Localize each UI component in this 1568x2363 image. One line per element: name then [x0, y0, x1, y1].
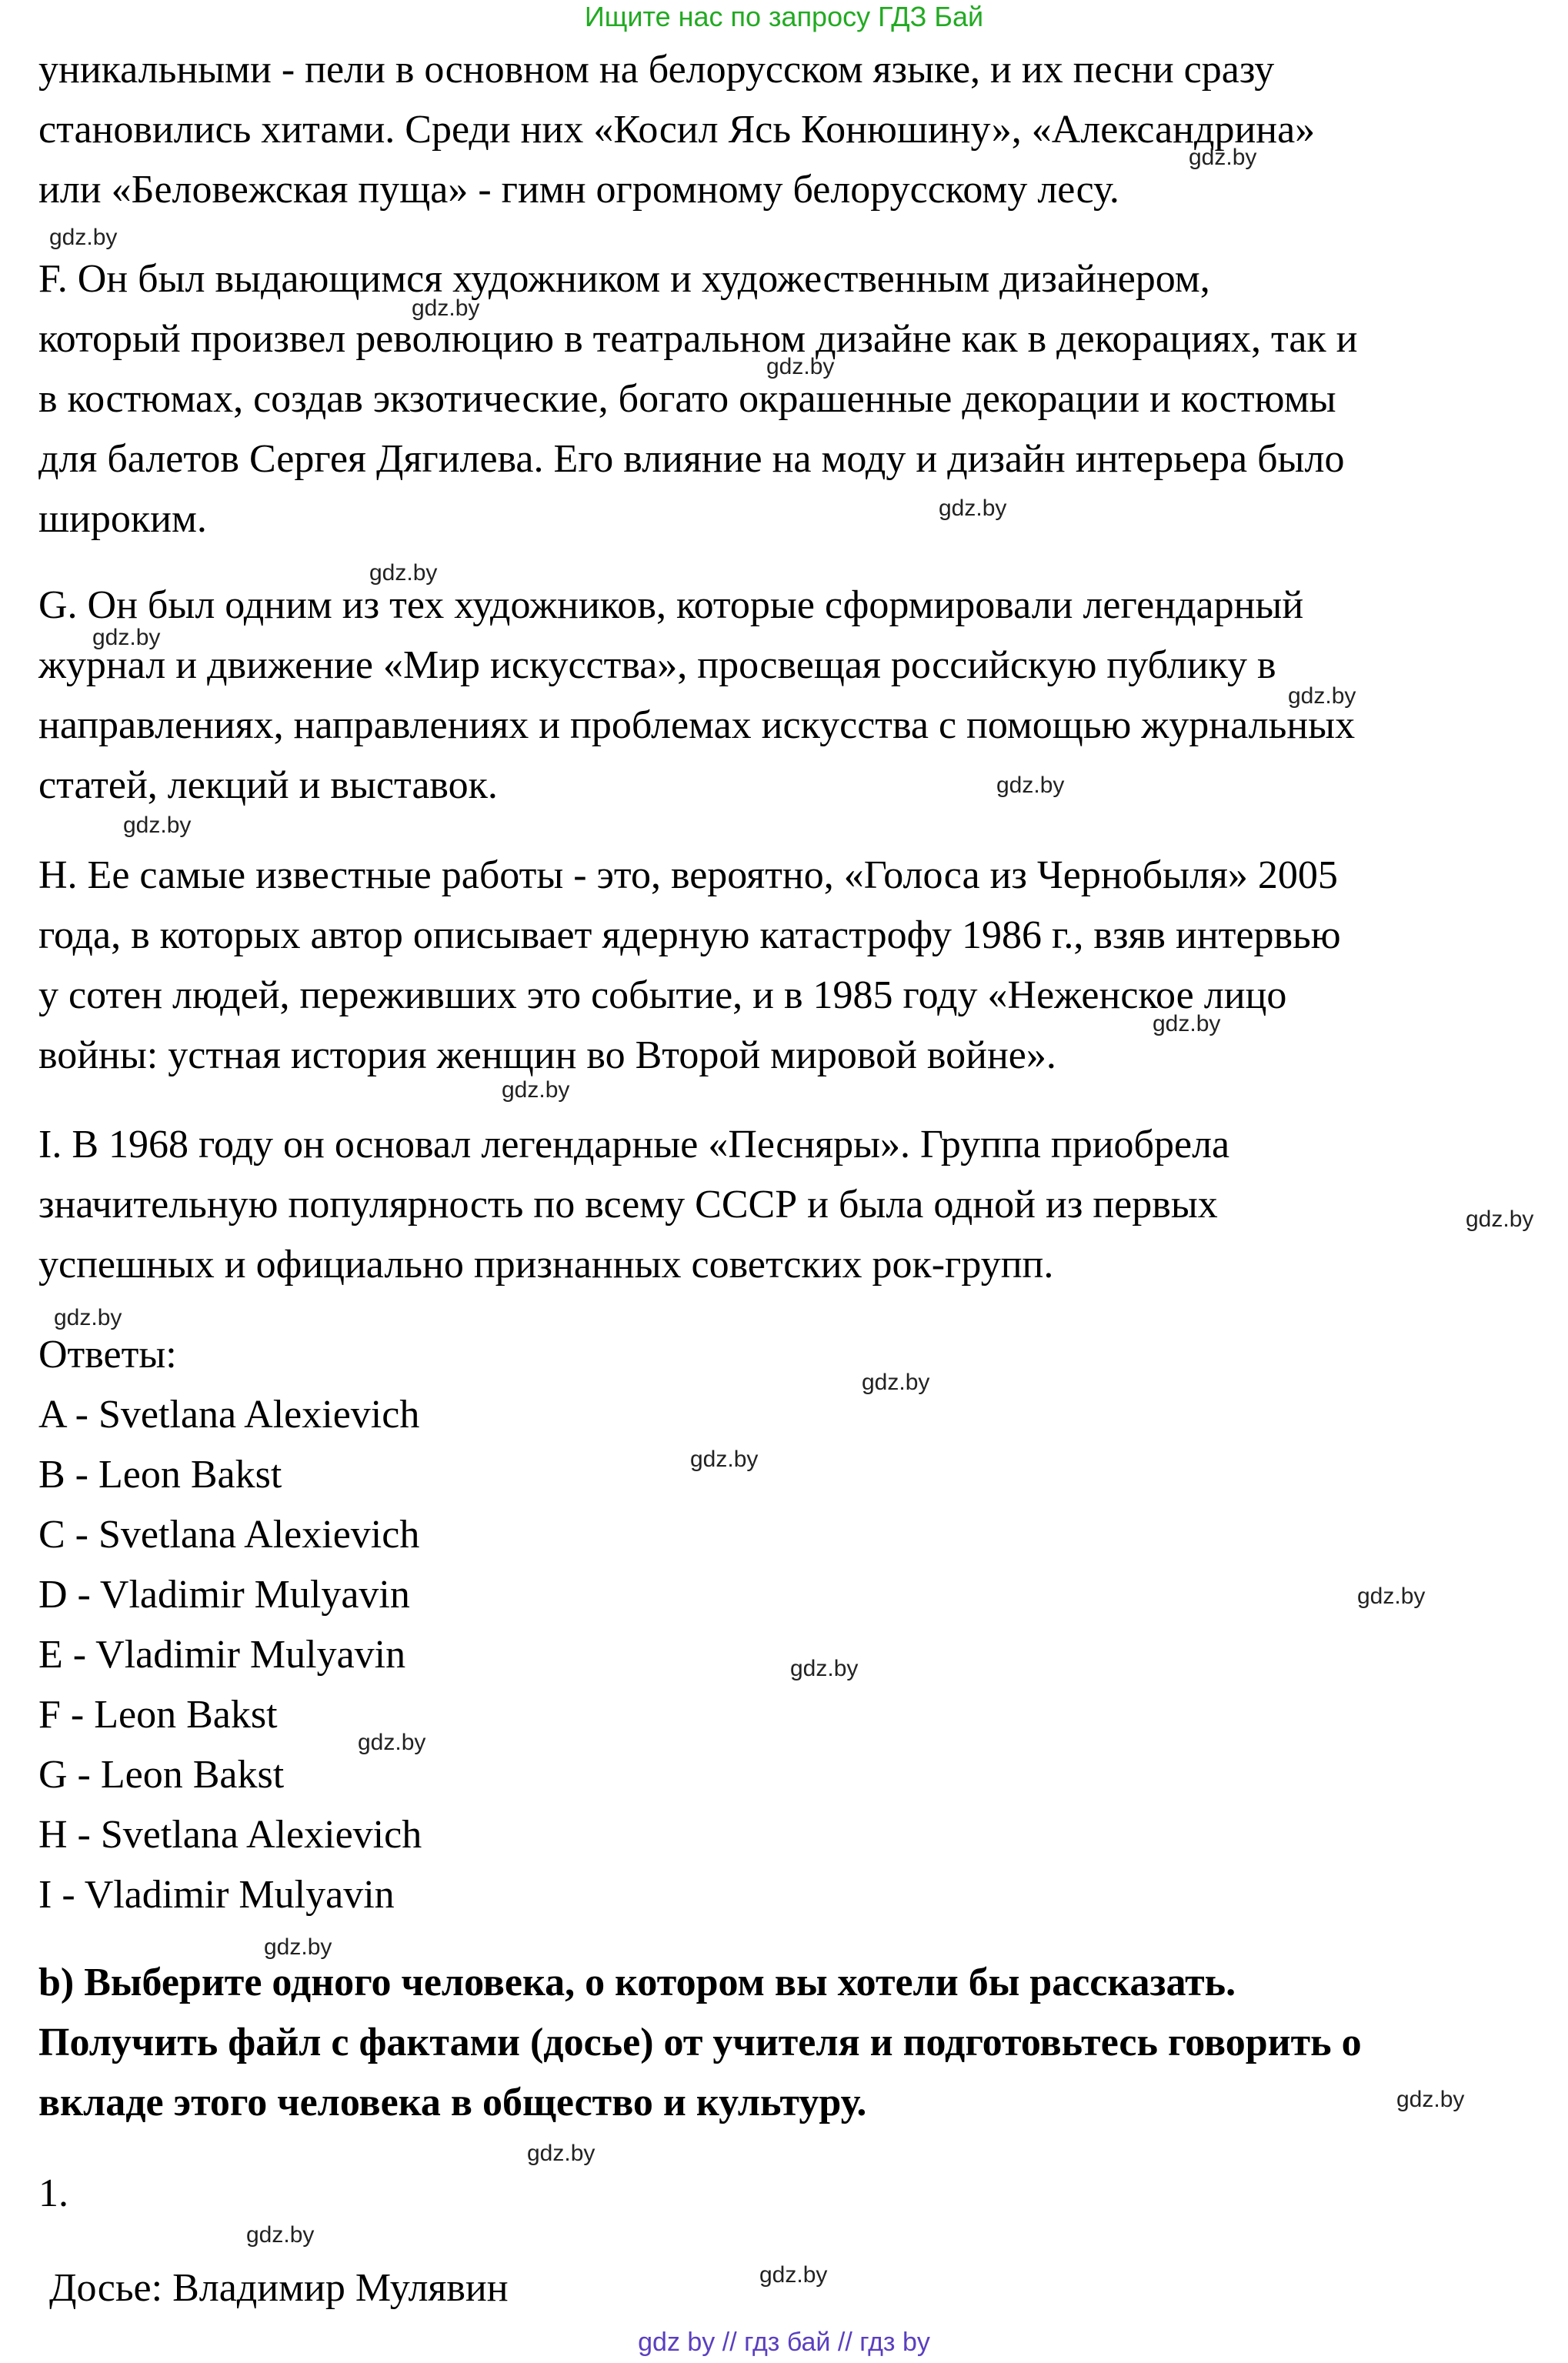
answer-item: A - Svetlana Alexievich	[38, 1393, 420, 1437]
answer-item: E - Vladimir Mulyavin	[38, 1633, 406, 1677]
answer-item: I - Vladimir Mulyavin	[38, 1873, 395, 1917]
watermark: gdz.by	[759, 2262, 828, 2288]
answer-item: C - Svetlana Alexievich	[38, 1513, 420, 1557]
watermark: gdz.by	[358, 1730, 426, 1755]
paragraph-i	[38, 1115, 1546, 1295]
text-line: который произвел революцию в театральном дизайне как в декорациях, так и	[38, 317, 1358, 361]
answer-item: G - Leon Bakst	[38, 1753, 285, 1797]
watermark: gdz.by	[123, 813, 192, 838]
dossier-title: Досье: Владимир Мулявин	[49, 2266, 509, 2310]
watermark: gdz.by	[790, 1656, 859, 1681]
answer-item: H - Svetlana Alexievich	[38, 1813, 422, 1857]
watermark: gdz.by	[1189, 145, 1257, 170]
watermark: gdz.by	[54, 1305, 122, 1330]
text-line: войны: устная история женщин во Второй мировой войне».	[38, 1033, 1056, 1077]
text-line: F. Он был выдающимся художником и художественным дизайнером,	[38, 257, 1210, 301]
text-line: журнал и движение «Мир искусства», просвещая российскую публику в	[38, 643, 1276, 687]
watermark: gdz.by	[1396, 2087, 1465, 2112]
header-search-link[interactable]: Ищите нас по запросу ГДЗ Бай	[584, 1, 984, 32]
watermark: gdz.by	[862, 1370, 930, 1395]
text-line: I. В 1968 году он основал легендарные «Песняры». Группа приобрела	[38, 1123, 1230, 1166]
text-line: H. Ее самые известные работы - это, вероятно, «Голоса из Чернобыля» 2005	[38, 853, 1338, 897]
text-line: для балетов Сергея Дягилева. Его влияние на моду и дизайн интерьера было	[38, 437, 1345, 481]
watermark: gdz.by	[996, 773, 1065, 798]
watermark: gdz.by	[690, 1447, 759, 1472]
text-line: Получить файл с фактами (досье) от учителя и подготовьтесь говорить о	[38, 2021, 1362, 2064]
watermark: gdz.by	[49, 225, 118, 250]
answer-item: F - Leon Bakst	[38, 1693, 278, 1737]
text-line: у сотен людей, переживших это событие, и в 1985 году «Неженское лицо	[38, 973, 1287, 1017]
text-line: в костюмах, создав экзотические, богато окрашенные декорации и костюмы	[38, 377, 1336, 421]
watermark: gdz.by	[502, 1077, 570, 1103]
text-line: успешных и официально признанных советских рок-групп.	[38, 1243, 1054, 1287]
watermark: gdz.by	[264, 1934, 332, 1960]
text-line: G. Он был одним из тех художников, которые сформировали легендарный	[38, 583, 1304, 627]
text-line: b) Выберите одного человека, о котором вы хотели бы рассказать.	[38, 1961, 1236, 2004]
watermark: gdz.by	[939, 496, 1007, 521]
text-line: становились хитами. Среди них «Косил Ясь Конюшину», «Александрина»	[38, 108, 1316, 152]
text-line: уникальными - пели в основном на белорусском языке, и их песни сразу	[38, 48, 1275, 92]
footer-link[interactable]: gdz by // гдз бай // гдз by	[638, 2328, 930, 2357]
watermark: gdz.by	[1357, 1584, 1426, 1609]
text-line: направлениях, направлениях и проблемах искусства с помощью журнальных	[38, 703, 1356, 747]
text-line: значительную популярность по всему СССР и была одной из первых	[38, 1183, 1218, 1227]
paragraph-h	[38, 846, 1546, 1086]
text-line: вкладе этого человека в общество и культуру.	[38, 2081, 867, 2124]
paragraph-f	[38, 249, 1546, 549]
text-line: широким.	[38, 497, 207, 541]
answers-title: Ответы:	[38, 1333, 177, 1377]
text-line: года, в которых автор описывает ядерную катастрофу 1986 г., взяв интервью	[38, 913, 1341, 957]
text-line: или «Беловежская пуща» - гимн огромному белорусскому лесу.	[38, 168, 1119, 212]
answer-number: 1.	[38, 2171, 68, 2215]
watermark: gdz.by	[246, 2222, 315, 2248]
intro-paragraph	[38, 40, 1546, 220]
answer-item: D - Vladimir Mulyavin	[38, 1573, 410, 1617]
answers-list	[38, 1325, 1546, 1925]
watermark: gdz.by	[92, 625, 161, 650]
watermark: gdz.by	[1288, 683, 1356, 709]
answer-item: B - Leon Bakst	[38, 1453, 282, 1497]
task-b	[38, 1953, 1546, 2133]
watermark: gdz.by	[766, 354, 835, 379]
watermark: gdz.by	[527, 2141, 596, 2166]
watermark: gdz.by	[1153, 1011, 1221, 1036]
watermark: gdz.by	[369, 560, 438, 586]
watermark: gdz.by	[412, 295, 480, 321]
text-line: статей, лекций и выставок.	[38, 763, 498, 807]
watermark: gdz.by	[1466, 1207, 1534, 1232]
